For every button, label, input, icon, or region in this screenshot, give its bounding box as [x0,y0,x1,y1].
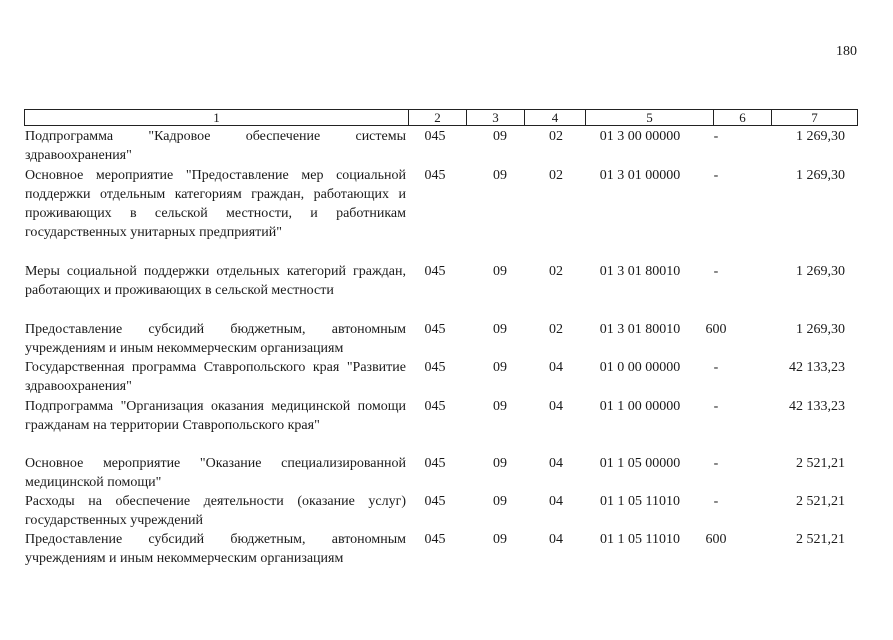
row-subsection: 04 [549,494,563,509]
row-code: 045 [424,322,446,337]
row-name: Основное мероприятие "Предоставление мер социальной поддержки отдельным категориям граждан, работающих и проживающих в сельской местности, и работникам государственных унитарных предприятий" [25,168,406,240]
row-name: Меры социальной поддержки отдельных категорий граждан, работающих и проживающих в сельской местности [25,264,406,298]
row-section: 09 [493,456,507,471]
row-subsection: 04 [549,456,563,471]
row-section: 09 [493,264,507,279]
row-section: 09 [493,360,507,375]
row-subsection: 02 [549,129,563,144]
row-subsection: 04 [549,360,563,375]
row-amount: 1 269,30 [796,129,845,144]
row-subsection: 02 [549,322,563,337]
row-amount: 1 269,30 [796,264,845,279]
header-col-2: 2 [408,110,466,125]
row-amount: 42 133,23 [789,360,845,375]
row-type: - [713,360,719,375]
row-type: - [713,494,719,509]
row-target: 01 1 05 11010 [600,532,680,547]
row-subsection: 04 [549,399,563,414]
row-code: 045 [424,360,446,375]
row-code: 045 [424,129,446,144]
header-col-1: 1 [213,110,220,125]
header-col-4: 4 [524,110,585,125]
row-name: Государственная программа Ставропольского края "Развитие здравоохранения" [25,360,406,394]
row-amount: 2 521,21 [796,456,845,471]
row-subsection: 04 [549,532,563,547]
table-header [24,109,858,126]
row-name: Предоставление субсидий бюджетным, автономным учреждениям и иным некоммерческим организациям [25,322,406,356]
row-target: 01 1 00 00000 [599,399,681,414]
row-code: 045 [424,399,446,414]
row-code: 045 [424,494,446,509]
row-target: 01 3 01 80010 [599,322,681,337]
row-type: - [713,399,719,414]
row-section: 09 [493,494,507,509]
row-target: 01 1 05 00000 [599,456,681,471]
row-section: 09 [493,168,507,183]
row-section: 09 [493,399,507,414]
row-type: - [713,168,719,183]
row-type: 600 [705,532,727,547]
row-subsection: 02 [549,264,563,279]
row-target: 01 3 01 80010 [599,264,681,279]
row-type: - [713,129,719,144]
row-code: 045 [424,456,446,471]
row-type: - [713,264,719,279]
row-amount: 42 133,23 [789,399,845,414]
row-amount: 2 521,21 [796,532,845,547]
row-name: Основное мероприятие "Оказание специализированной медицинской помощи" [25,456,406,490]
header-col-6: 6 [713,110,771,125]
row-section: 09 [493,532,507,547]
row-code: 045 [424,532,446,547]
row-name: Подпрограмма "Кадровое обеспечение системы здравоохранения" [25,129,406,163]
row-section: 09 [493,129,507,144]
row-amount: 1 269,30 [796,168,845,183]
row-target: 01 1 05 11010 [600,494,680,509]
header-col-7: 7 [771,110,857,125]
row-code: 045 [424,168,446,183]
row-subsection: 02 [549,168,563,183]
header-col-5: 5 [585,110,713,125]
row-type: - [713,456,719,471]
row-target: 01 0 00 00000 [599,360,681,375]
row-name: Расходы на обеспечение деятельности (оказание услуг) государственных учреждений [25,494,406,528]
row-amount: 2 521,21 [796,494,845,509]
row-amount: 1 269,30 [796,322,845,337]
page-number: 180 [836,44,857,59]
row-name: Предоставление субсидий бюджетным, автономным учреждениям и иным некоммерческим организациям [25,532,406,566]
row-target: 01 3 01 00000 [599,168,681,183]
row-section: 09 [493,322,507,337]
row-code: 045 [424,264,446,279]
row-type: 600 [705,322,727,337]
row-target: 01 3 00 00000 [599,129,681,144]
header-col-3: 3 [466,110,524,125]
row-name: Подпрограмма "Организация оказания медицинской помощи гражданам на территории Ставропольского края" [25,399,406,433]
